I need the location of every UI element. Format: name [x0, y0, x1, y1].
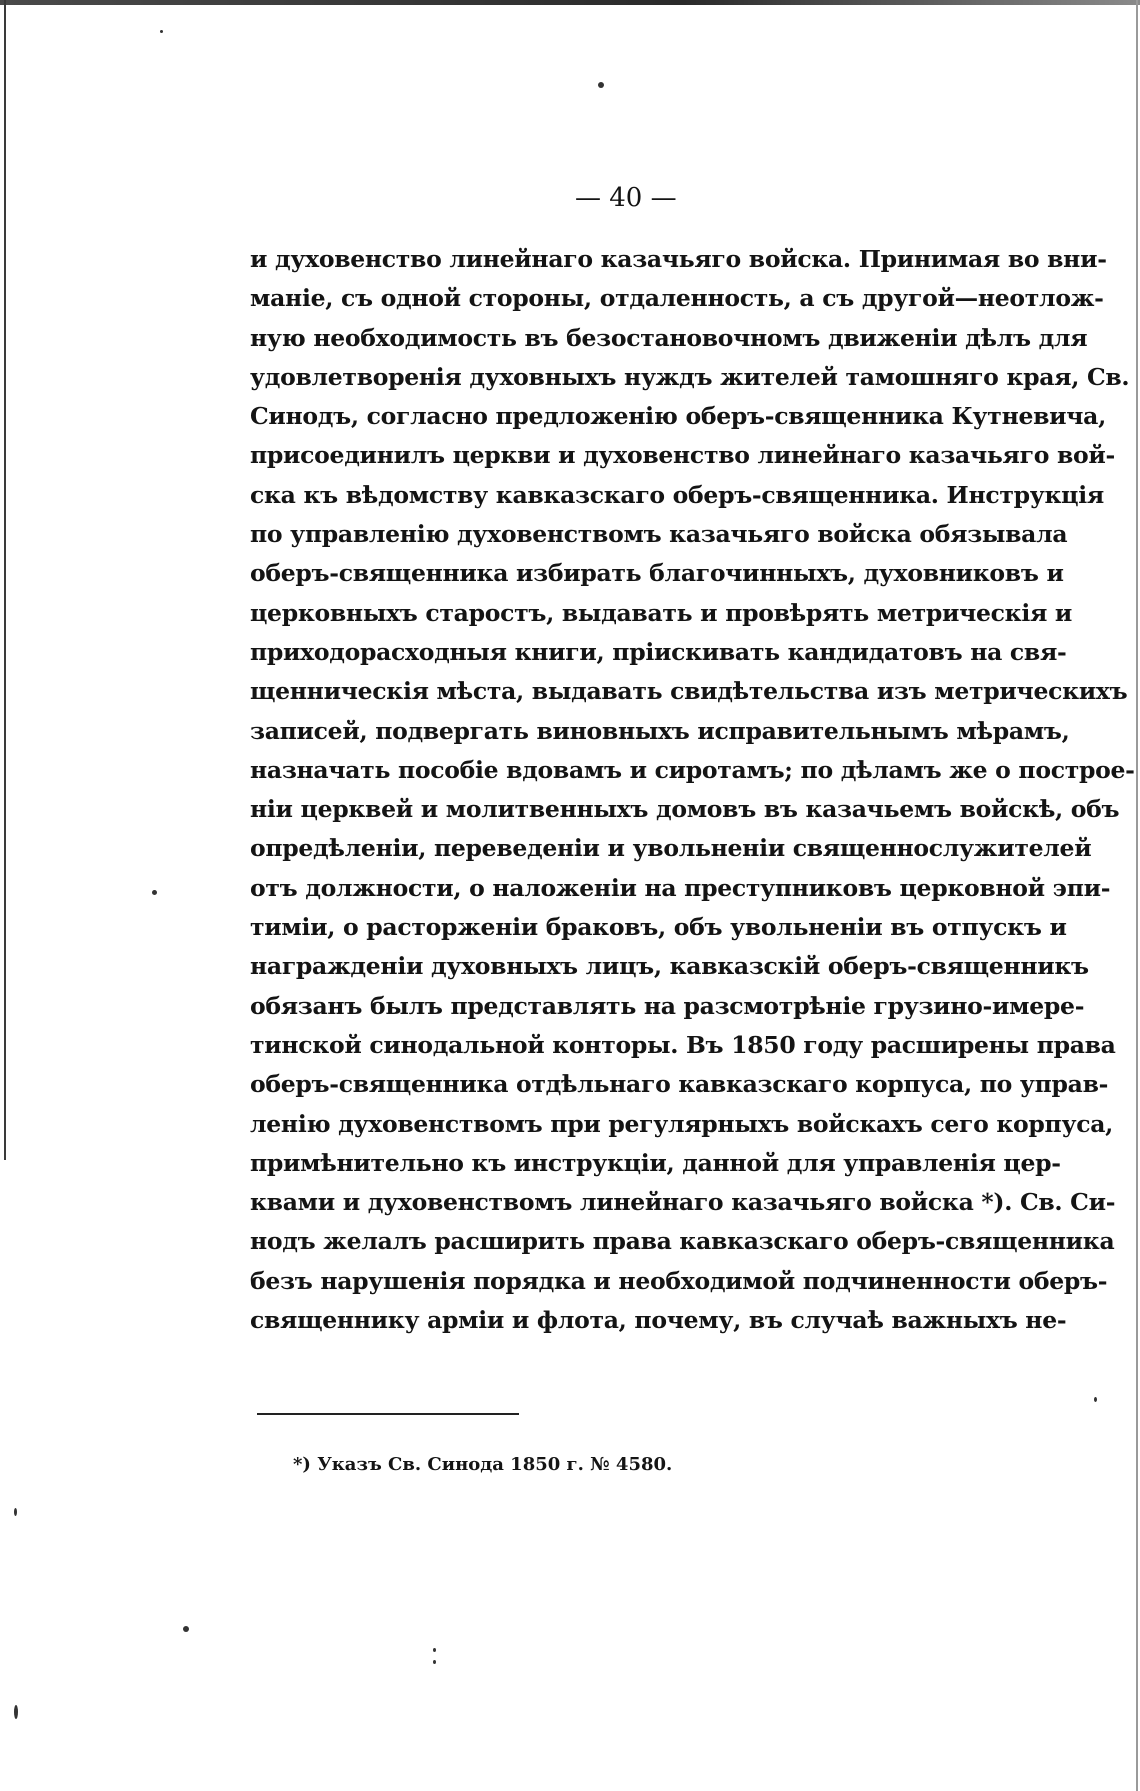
body-line: опредѣленіи, переведеніи и увольненіи священнослужителей	[250, 834, 1092, 863]
top-edge-rule	[0, 0, 1140, 5]
scan-speck	[14, 1508, 17, 1516]
scan-speck	[433, 1660, 436, 1664]
body-line: записей, подвергать виновныхъ исправительнымъ мѣрамъ,	[250, 716, 1070, 745]
body-line: назначать пособіе вдовамъ и сиротамъ; по дѣламъ же о построе-	[250, 755, 1135, 784]
scan-speck	[160, 30, 163, 33]
body-line: безъ нарушенія порядка и необходимой подчиненности оберъ-	[250, 1266, 1108, 1295]
body-line: тиміи, о расторженіи браковъ, объ увольненіи въ отпускъ и	[250, 913, 1067, 942]
body-line: примѣнительно къ инструкціи, данной для управленія цер-	[250, 1148, 1061, 1177]
body-line: церковныхъ старостъ, выдавать и провѣрять метрическія и	[250, 598, 1073, 627]
body-line: оберъ-священника отдѣльнаго кавказскаго корпуса, по управ-	[250, 1070, 1109, 1099]
body-line: нодъ желалъ расширить права кавказскаго оберъ-священника	[250, 1227, 1115, 1256]
body-line: награжденіи духовныхъ лицъ, кавказскій оберъ-священникъ	[250, 952, 1089, 981]
body-line: священнику арміи и флота, почему, въ случаѣ важныхъ не-	[250, 1306, 1067, 1335]
body-line: оберъ-священника избирать благочинныхъ, духовниковъ и	[250, 559, 1064, 588]
body-line: квами и духовенствомъ линейнаго казачьяго войска *). Св. Си-	[250, 1188, 1116, 1217]
body-line: по управленію духовенствомъ казачьяго войска обязывала	[250, 520, 1068, 549]
page-number: — 40 —	[575, 183, 677, 213]
scan-speck	[183, 1626, 189, 1632]
body-line: ска къ вѣдомству кавказскаго оберъ-священника. Инструкція	[250, 480, 1104, 509]
scan-speck	[598, 82, 604, 88]
body-line: и духовенство линейнаго казачьяго войска. Принимая во вни-	[250, 245, 1107, 273]
body-line: маніе, съ одной стороны, отдаленность, а съ другой—неотлож-	[250, 284, 1104, 313]
footnote-rule	[257, 1413, 519, 1415]
body-line: удовлетворенія духовныхъ нуждъ жителей тамошняго края, Св.	[250, 362, 1130, 391]
body-line: ленію духовенствомъ при регулярныхъ войскахъ сего корпуса,	[250, 1109, 1114, 1138]
scan-speck	[433, 1648, 436, 1652]
scan-speck	[1094, 1397, 1097, 1402]
body-line: обязанъ былъ представлять на разсмотрѣніе грузино-имере-	[250, 991, 1085, 1020]
body-line: присоединилъ церкви и духовенство линейнаго казачьяго вой-	[250, 441, 1115, 470]
scan-speck	[152, 890, 157, 895]
right-edge-rule	[1136, 0, 1138, 1791]
left-edge-rule	[4, 0, 6, 1160]
body-line: отъ должности, о наложеніи на преступниковъ церковной эпи-	[250, 873, 1111, 902]
body-line: ную необходимость въ безостановочномъ движеніи дѣлъ для	[250, 323, 1088, 352]
scan-speck	[14, 1705, 18, 1719]
body-text	[250, 240, 1135, 1340]
body-line: Синодъ, согласно предложенію оберъ-священника Кутневича,	[250, 402, 1106, 431]
body-line: тинской синодальной конторы. Въ 1850 году расширены права	[250, 1030, 1116, 1059]
footnote: *) Указъ Св. Синода 1850 г. № 4580.	[293, 1454, 673, 1475]
body-line: ніи церквей и молитвенныхъ домовъ въ казачьемъ войскѣ, объ	[250, 795, 1120, 824]
body-line: щенническія мѣста, выдавать свидѣтельства изъ метрическихъ	[250, 677, 1128, 706]
body-line: приходорасходныя книги, пріискивать кандидатовъ на свя-	[250, 637, 1067, 666]
